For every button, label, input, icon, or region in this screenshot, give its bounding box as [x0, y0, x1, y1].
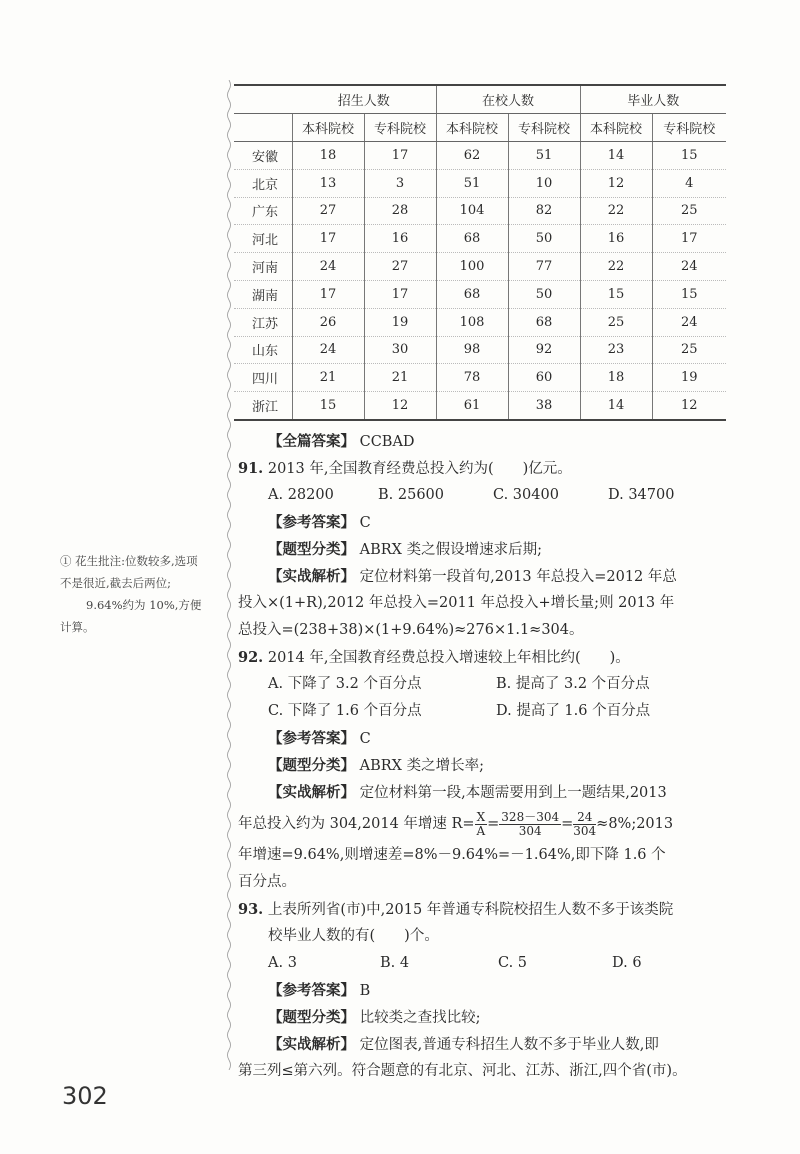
table-corner [234, 85, 292, 114]
province-cell: 北京 [234, 169, 292, 197]
question-stem: 上表所列省(市)中,2015 年普通专科院校招生人数不多于该类院 [267, 902, 674, 918]
value-cell: 77 [508, 253, 580, 281]
option: C. 5 [498, 955, 528, 971]
answer-91 [238, 509, 728, 536]
options-93 [238, 950, 728, 977]
province-cell: 河北 [234, 225, 292, 253]
page-number: 302 [62, 1082, 108, 1110]
option: B. 提高了 3.2 个百分点 [496, 676, 650, 692]
value-cell: 14 [580, 392, 652, 420]
fraction [499, 811, 561, 838]
margin-wavy-divider [226, 80, 232, 1070]
type-value: ABRX 类之增长率; [359, 758, 484, 774]
answer-93 [238, 977, 728, 1004]
value-cell: 38 [508, 392, 580, 420]
value-cell: 24 [292, 253, 364, 281]
value-cell: 19 [652, 364, 726, 392]
value-cell: 12 [580, 169, 652, 197]
value-cell: 98 [436, 336, 508, 364]
value-cell: 15 [652, 142, 726, 170]
sub-header: 本科院校 [580, 114, 652, 142]
question-stem: 2013 年,全国教育经费总投入约为( )亿元。 [267, 461, 572, 477]
answer-tag: 【参考答案】 [268, 514, 355, 531]
group-header: 在校人数 [436, 85, 580, 114]
province-cell: 山东 [234, 336, 292, 364]
question-stem: 校毕业人数的有( )个。 [268, 928, 439, 944]
question-content [238, 428, 728, 1085]
options-92 [238, 671, 728, 698]
type-tag: 【题型分类】 [268, 541, 355, 558]
full-answer [238, 428, 728, 455]
value-cell: 68 [436, 225, 508, 253]
table-corner [234, 114, 292, 142]
analysis-text: 定位材料第一段,本题需要用到上一题结果,2013 [359, 785, 667, 801]
value-cell: 50 [508, 225, 580, 253]
table-row [234, 336, 726, 364]
analysis-text: ≈8%;2013 [596, 816, 674, 832]
type-value: ABRX 类之假设增速求后期; [359, 542, 542, 558]
fraction [475, 811, 488, 838]
value-cell: 17 [292, 225, 364, 253]
province-cell: 四川 [234, 364, 292, 392]
value-cell: 25 [580, 308, 652, 336]
analysis-formula [238, 806, 728, 842]
side-note-line: 计算。 [60, 620, 95, 634]
question-stem: 2014 年,全国教育经费总投入增速较上年相比约( )。 [267, 650, 630, 666]
value-cell: 24 [292, 336, 364, 364]
question-number: 91. [238, 460, 264, 477]
enrollment-table [234, 84, 726, 421]
denominator: A [476, 823, 486, 838]
value-cell: 60 [508, 364, 580, 392]
question-93 [238, 896, 728, 923]
value-cell: 25 [652, 197, 726, 225]
side-note-line: ① 花生批注:位数较多,选项 [60, 554, 198, 568]
value-cell: 10 [508, 169, 580, 197]
type-92 [238, 752, 728, 779]
value-cell: 16 [580, 225, 652, 253]
value-cell: 61 [436, 392, 508, 420]
value-cell: 15 [652, 280, 726, 308]
sub-header: 本科院校 [292, 114, 364, 142]
value-cell: 19 [364, 308, 436, 336]
type-93 [238, 1004, 728, 1031]
option: D. 34700 [608, 487, 675, 503]
option: C. 30400 [493, 487, 559, 503]
side-note-line: 不是很近,截去后两位; [60, 576, 172, 590]
value-cell: 17 [292, 280, 364, 308]
value-cell: 82 [508, 197, 580, 225]
sub-header: 专科院校 [508, 114, 580, 142]
table-row [234, 169, 726, 197]
answer-value: C [359, 515, 371, 531]
value-cell: 24 [652, 308, 726, 336]
option: B. 4 [380, 955, 410, 971]
answer-value: B [359, 983, 371, 999]
value-cell: 17 [652, 225, 726, 253]
numerator: X [476, 809, 486, 824]
analysis-91 [238, 563, 728, 590]
sub-header: 专科院校 [364, 114, 436, 142]
value-cell: 68 [436, 280, 508, 308]
option: D. 6 [612, 955, 642, 971]
table-row [234, 308, 726, 336]
value-cell: 14 [580, 142, 652, 170]
numerator: 24 [573, 811, 596, 825]
option: C. 下降了 1.6 个百分点 [268, 703, 422, 719]
table-row [234, 364, 726, 392]
province-cell: 江苏 [234, 308, 292, 336]
option: A. 下降了 3.2 个百分点 [268, 676, 422, 692]
question-92 [238, 644, 728, 671]
question-91 [238, 455, 728, 482]
analysis-text: 定位材料第一段首句,2013 年总投入=2012 年总 [359, 569, 677, 585]
value-cell: 3 [364, 169, 436, 197]
analysis-92 [238, 779, 728, 806]
value-cell: 22 [580, 197, 652, 225]
numerator: 328－304 [501, 809, 560, 824]
value-cell: 28 [364, 197, 436, 225]
value-cell: 51 [436, 169, 508, 197]
group-header: 招生人数 [292, 85, 436, 114]
province-cell: 河南 [234, 253, 292, 281]
table-row [234, 197, 726, 225]
table-row [234, 253, 726, 281]
value-cell: 62 [436, 142, 508, 170]
denominator: 304 [573, 823, 597, 838]
side-annotation [60, 550, 225, 638]
fraction [573, 811, 596, 838]
side-note-line: 9.64%约为 10%,方便 [86, 598, 202, 612]
value-cell: 78 [436, 364, 508, 392]
value-cell: 24 [652, 253, 726, 281]
denominator: 304 [518, 823, 542, 838]
table-row [234, 392, 726, 420]
value-cell: 26 [292, 308, 364, 336]
value-cell: 104 [436, 197, 508, 225]
type-91 [238, 536, 728, 563]
option: A. 28200 [268, 487, 334, 503]
value-cell: 18 [292, 142, 364, 170]
table-row [234, 142, 726, 170]
analysis-93 [238, 1031, 728, 1058]
value-cell: 108 [436, 308, 508, 336]
analysis-tag: 【实战解析】 [268, 1036, 355, 1053]
analysis-tag: 【实战解析】 [268, 784, 355, 801]
value-cell: 17 [364, 280, 436, 308]
value-cell: 16 [364, 225, 436, 253]
value-cell: 25 [652, 336, 726, 364]
answer-92 [238, 725, 728, 752]
value-cell: 15 [292, 392, 364, 420]
value-cell: 23 [580, 336, 652, 364]
analysis-text: 第三列≤第六列。符合题意的有北京、河北、江苏、浙江,四个省(市)。 [238, 1063, 687, 1079]
analysis-tag: 【实战解析】 [268, 568, 355, 585]
equals-sign: = [561, 816, 574, 832]
value-cell: 4 [652, 169, 726, 197]
answer-tag: 【参考答案】 [268, 982, 355, 999]
analysis-text: 年总投入约为 304,2014 年增速 R= [238, 816, 475, 832]
answer-value: C [359, 731, 371, 747]
analysis-text: 定位图表,普通专科招生人数不多于毕业人数,即 [359, 1037, 659, 1053]
table-row [234, 225, 726, 253]
value-cell: 22 [580, 253, 652, 281]
question-number: 93. [238, 901, 264, 918]
value-cell: 12 [364, 392, 436, 420]
option: D. 提高了 1.6 个百分点 [496, 703, 651, 719]
analysis-text: 总投入=(238+38)×(1+9.64%)≈276×1.1≈304。 [238, 622, 584, 638]
analysis-text: 投入×(1+R),2012 年总投入=2011 年总投入+增长量;则 2013 年 [238, 595, 675, 611]
value-cell: 15 [580, 280, 652, 308]
full-answer-text: CCBAD [359, 434, 415, 450]
option: A. 3 [268, 955, 297, 971]
value-cell: 92 [508, 336, 580, 364]
value-cell: 21 [292, 364, 364, 392]
value-cell: 12 [652, 392, 726, 420]
value-cell: 13 [292, 169, 364, 197]
analysis-text: 百分点。 [238, 874, 296, 890]
group-header: 毕业人数 [580, 85, 726, 114]
analysis-text: 年增速=9.64%,则增速差=8%－9.64%=－1.64%,即下降 1.6 个 [238, 847, 666, 863]
value-cell: 27 [292, 197, 364, 225]
value-cell: 51 [508, 142, 580, 170]
type-tag: 【题型分类】 [268, 1009, 355, 1026]
value-cell: 17 [364, 142, 436, 170]
type-tag: 【题型分类】 [268, 757, 355, 774]
province-cell: 浙江 [234, 392, 292, 420]
equals-sign: = [487, 816, 500, 832]
province-cell: 湖南 [234, 280, 292, 308]
value-cell: 50 [508, 280, 580, 308]
value-cell: 21 [364, 364, 436, 392]
province-cell: 广东 [234, 197, 292, 225]
full-answer-tag: 【全篇答案】 [268, 433, 355, 450]
answer-tag: 【参考答案】 [268, 730, 355, 747]
value-cell: 100 [436, 253, 508, 281]
question-number: 92. [238, 649, 264, 666]
value-cell: 30 [364, 336, 436, 364]
options-91 [238, 482, 728, 509]
type-value: 比较类之查找比较; [359, 1010, 481, 1026]
value-cell: 68 [508, 308, 580, 336]
value-cell: 18 [580, 364, 652, 392]
province-cell: 安徽 [234, 142, 292, 170]
sub-header: 本科院校 [436, 114, 508, 142]
sub-header: 专科院校 [652, 114, 726, 142]
options-92b [238, 698, 728, 725]
value-cell: 27 [364, 253, 436, 281]
option: B. 25600 [378, 487, 445, 503]
table-row [234, 280, 726, 308]
